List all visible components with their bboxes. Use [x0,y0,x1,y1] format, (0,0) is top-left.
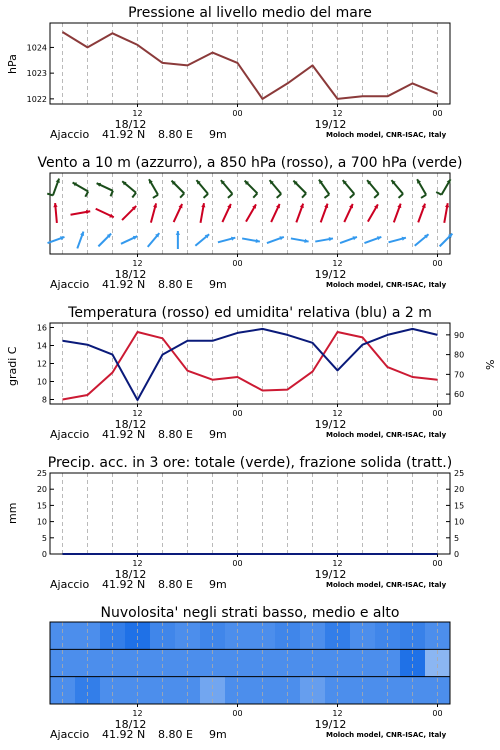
precip-ylabel: mm [6,502,19,524]
precip-y2-tick-label: 5 [454,533,460,543]
wind-850-arrow [444,203,449,223]
x-tick-label: 12 [132,109,143,118]
wind-850-arrow [151,203,157,222]
location-label: Ajaccio [50,428,90,441]
wind-700-arrow [293,181,306,198]
wind-700-arrow [149,179,158,198]
rh-y-tick-label: 90 [454,330,465,340]
wind-700-arrow-barb [153,195,158,198]
wind-850-arrow [394,204,401,223]
wind-700-arrow-barb [421,195,426,198]
wind-10m-arrow [242,238,260,243]
x-tick-label: 12 [332,409,343,418]
rh-ylabel: % [484,359,497,370]
x-date-label: 19/12 [314,268,347,281]
wind-700-arrow-barb [228,194,232,198]
longitude-label: 8.80 E [158,728,193,741]
wind-850-arrow [122,206,136,220]
wind-700-arrow-barb [324,194,329,198]
wind-title: Vento a 10 m (azzurro), a 850 hPa (rosso), a 700 hPa (verde) [37,155,463,171]
temp-y-tick-label: 10 [36,377,47,387]
wind-850-arrow [296,204,303,223]
precip-y-tick-label: 5 [41,533,47,543]
temp-y-tick-label: 8 [41,395,47,405]
wind-700-arrow-barb [204,194,208,198]
x-tick-label: 12 [132,409,143,418]
wind-700-arrow-barb [180,193,184,197]
precip-y2-tick-label: 25 [454,469,465,478]
x-date-label: 18/12 [114,568,147,581]
wind-700-arrow [196,180,208,198]
x-date-label: 19/12 [314,568,347,581]
wind-700-arrow-barb [436,192,441,195]
elevation-label: 9m [209,128,227,141]
x-date-label: 19/12 [314,118,347,131]
wind-850-arrow [222,204,231,222]
x-tick-label: 00 [432,409,443,418]
model-credit: Moloch model, CNR-ISAC, Italy [326,581,447,589]
latitude-label: 41.92 N [102,278,146,291]
x-date-label: 19/12 [314,418,347,431]
wind-10m-arrow [291,238,309,243]
pressure-y-tick-label: 1022 [26,94,47,104]
precip-y-tick-label: 0 [41,550,47,559]
x-tick-label: 12 [332,109,343,118]
wind-850-arrow [271,204,280,222]
pressure-line [63,32,438,99]
rh-y-tick-label: 70 [454,370,465,380]
model-credit: Moloch model, CNR-ISAC, Italy [326,431,447,439]
wind-10m-arrow [98,234,111,247]
pressure-title: Pressione al livello medio del mare [128,5,372,21]
precip-title: Precip. acc. in 3 ore: totale (verde), frazione solida (tratt.) [47,455,453,471]
location-label: Ajaccio [50,578,90,591]
wind-700-arrow-barb [47,194,53,196]
pressure-y-tick-label: 1023 [26,69,47,79]
x-tick-label: 00 [432,259,443,268]
location-label: Ajaccio [50,128,90,141]
pressure-ylabel: hPa [6,54,19,74]
wind-700-arrow-barb [132,193,136,198]
wind-700-arrow [97,183,113,196]
longitude-label: 8.80 E [158,128,193,141]
wind-700-arrow [172,181,185,198]
latitude-label: 41.92 N [102,128,146,141]
location-label: Ajaccio [50,278,90,291]
rh-y-tick-label: 80 [454,350,465,360]
temp-y-tick-label: 12 [36,359,47,369]
longitude-label: 8.80 E [158,578,193,591]
wind-700-arrow-barb [350,194,354,198]
wind-850-arrow [321,204,328,223]
wind-850-arrow [174,204,183,222]
wind-10m-arrow [176,231,180,249]
wind-10m-arrow [218,237,235,243]
x-tick-label: 00 [232,559,243,568]
location-label: Ajaccio [50,728,90,741]
elevation-label: 9m [209,578,227,591]
wind-700-arrow [417,179,426,198]
precip-y-tick-label: 10 [36,517,47,527]
wind-10m-arrow [267,236,284,243]
x-date-label: 18/12 [114,118,147,131]
pressure-y-tick-label: 1024 [26,43,47,53]
wind-850-arrow [96,209,114,218]
x-date-label: 18/12 [114,268,147,281]
precip-y2-tick-label: 20 [454,485,465,495]
wind-700-arrow [245,181,258,198]
wind-10m-arrow [121,236,137,244]
precip-y-tick-label: 20 [36,485,47,495]
elevation-label: 9m [209,728,227,741]
x-tick-label: 12 [132,559,143,568]
temp-y-tick-label: 14 [36,341,47,351]
wind-850-arrow [53,203,57,223]
wind-10m-arrow [415,234,429,246]
x-tick-label: 00 [432,559,443,568]
elevation-label: 9m [209,428,227,441]
wind-700-arrow [47,179,60,196]
wind-700-arrow [391,180,403,198]
wind-700-arrow [319,180,329,198]
wind-10m-arrow [315,237,333,242]
temp-ylabel: gradi C [6,346,19,386]
wind-10m-arrow [389,237,406,243]
wind-10m-arrow [148,233,160,247]
x-tick-label: 00 [432,709,443,718]
wind-700-arrow [73,183,89,197]
x-tick-label: 12 [132,259,143,268]
wind-850-arrow-head [53,203,57,207]
x-tick-label: 00 [232,109,243,118]
precip-y-tick-label: 25 [36,469,47,478]
x-tick-label: 00 [232,409,243,418]
cloud-title: Nuvolosita' negli strati basso, medio e alto [100,605,400,621]
x-tick-label: 12 [332,259,343,268]
precip-y2-tick-label: 15 [454,501,465,511]
wind-10m-arrow [77,232,84,249]
x-date-label: 18/12 [114,718,147,731]
precip-y-tick-label: 15 [36,501,47,511]
x-tick-label: 12 [132,709,143,718]
wind-700-arrow-barb [399,194,403,198]
wind-850-arrow [344,204,353,222]
latitude-label: 41.92 N [102,578,146,591]
x-tick-label: 00 [232,709,243,718]
wind-700-arrow [270,180,282,198]
wind-700-arrow [221,180,233,198]
model-credit: Moloch model, CNR-ISAC, Italy [326,731,447,739]
wind-700-arrow-barb [277,194,281,198]
precip-y2-tick-label: 10 [454,517,465,527]
wind-700-arrow [367,180,379,198]
elevation-label: 9m [209,278,227,291]
model-credit: Moloch model, CNR-ISAC, Italy [326,131,447,139]
wind-700-arrow [343,180,355,198]
x-date-label: 18/12 [114,418,147,431]
wind-850-arrow [246,204,256,221]
wind-10m-arrow [364,236,381,243]
wind-700-arrow [436,179,450,195]
temp-title: Temperatura (rosso) ed umidita' relativa (blu) a 2 m [68,305,432,321]
rh-y-tick-label: 60 [454,390,465,400]
x-tick-label: 12 [332,709,343,718]
latitude-label: 41.92 N [102,728,146,741]
humidity-line [63,329,438,400]
wind-850-arrow [368,204,378,221]
wind-850-arrow [71,210,91,215]
precip-y2-tick-label: 0 [454,550,460,559]
wind-700-arrow-barb [253,193,257,197]
wind-700-arrow [122,181,136,197]
x-tick-label: 00 [232,259,243,268]
wind-700-arrow-barb [302,193,306,197]
longitude-label: 8.80 E [158,278,193,291]
wind-10m-arrow [340,236,357,243]
temp-y-tick-label: 16 [36,323,47,333]
latitude-label: 41.92 N [102,428,146,441]
longitude-label: 8.80 E [158,428,193,441]
x-tick-label: 12 [332,559,343,568]
wind-10m-arrow [195,234,209,246]
model-credit: Moloch model, CNR-ISAC, Italy [326,281,447,289]
wind-850-arrow [418,204,425,223]
x-date-label: 19/12 [314,718,347,731]
plot-frame [50,473,450,554]
wind-850-arrow [201,203,206,223]
x-tick-label: 00 [432,109,443,118]
wind-700-arrow-barb [374,194,378,198]
wind-10m-arrow-head [176,231,180,235]
